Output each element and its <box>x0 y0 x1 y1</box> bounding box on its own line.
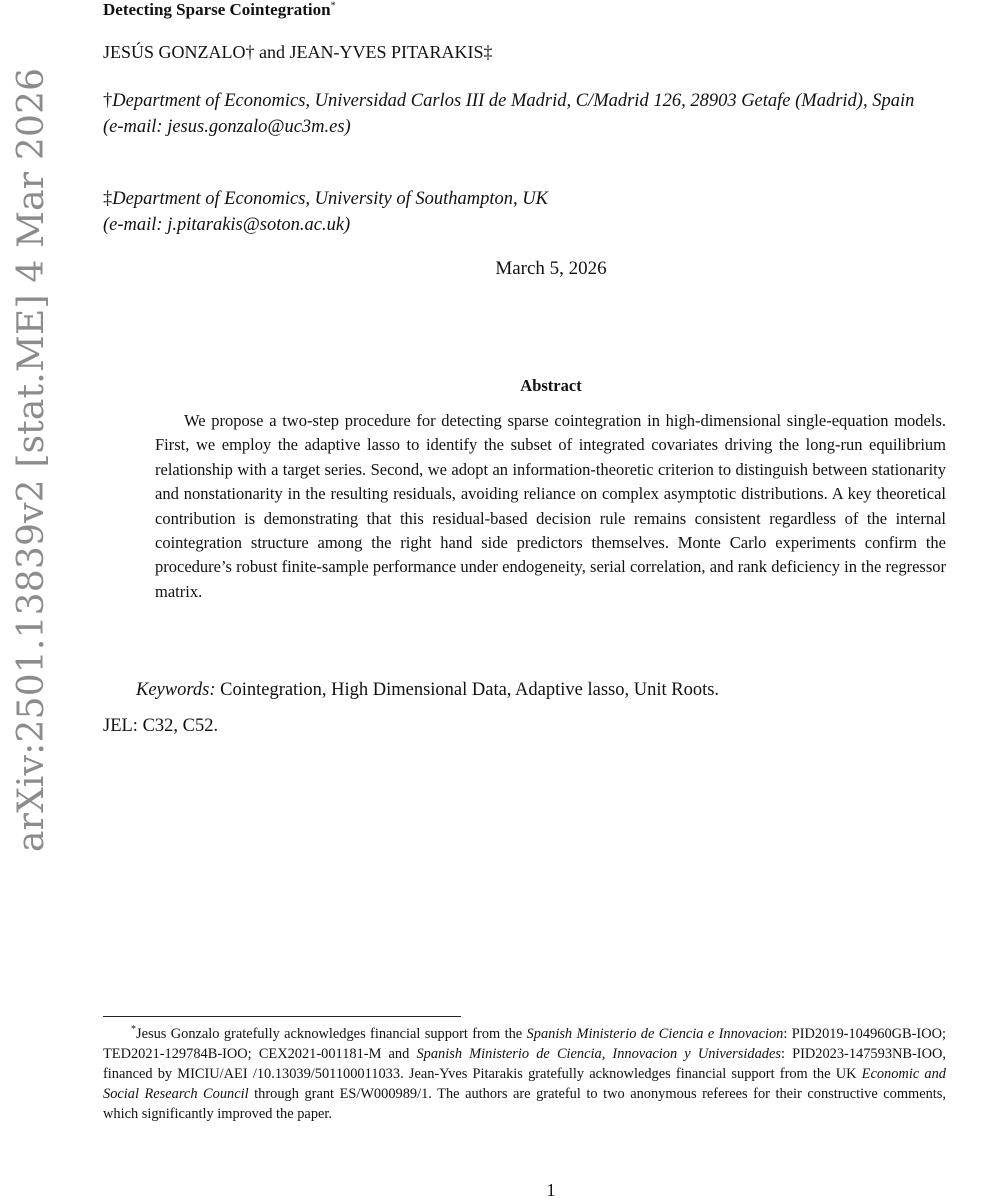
footnote-text-1: Jesus Gonzalo gratefully acknowledges financial support from the <box>136 1025 527 1042</box>
footnote-council: Economic and Social Research Council <box>103 1065 946 1102</box>
jel-codes: JEL: C32, C52. <box>103 716 219 736</box>
affiliation-2-mark: ‡ <box>103 189 113 209</box>
affiliation-1-department: Department of Economics, Universidad Carlos III de Madrid, C/Madrid 126, 28903 Getafe (Madrid), Spain <box>112 91 915 111</box>
keywords-line <box>136 680 719 701</box>
abstract-body: We propose a two-step procedure for detecting sparse cointegration in high-dimensional single-equation models. First, we employ the adaptive lasso to identify the subset of integrated covariates driving the long-run equilibrium relationship with a target series. Second, we adopt an information-theoretic criterion to distinguish between stationarity and nonstationarity in the resulting residuals, avoiding reliance on complex asymptotic distributions. A key theoretical contribution is demonstrating that this residual-based decision rule remains consistent regardless of the internal cointegration structure among the right hand side predictors themselves. Monte Carlo experiments confirm the procedure’s robust finite-sample performance under endogeneity, serial correlation, and rank deficiency in the regressor matrix. <box>155 411 946 601</box>
publication-date: March 5, 2026 <box>495 258 607 279</box>
footnote-divider <box>103 1016 461 1017</box>
affiliation-1-email: (e-mail: jesus.gonzalo@uc3m.es) <box>103 117 351 137</box>
author-list: JESÚS GONZALO† and JEAN-YVES PITARAKIS‡ <box>103 42 493 62</box>
affiliation-2-department: Department of Economics, University of Southampton, UK <box>112 189 548 209</box>
footnote-text-3: : PID2023-147593NB-IOO, financed by MICIU/AEI /10.13039/501100011033. Jean-Yves Pitarakis gratefully acknowledges financial support from the UK <box>103 1045 946 1082</box>
footnote-text-4: through grant ES/W000989/1. The authors are grateful to two anonymous referees for their constructive comments, which significantly improved the paper. <box>103 1085 946 1122</box>
affiliation-2 <box>103 186 963 238</box>
footnote-mark: * <box>131 1024 136 1035</box>
footnote-ministry-1: Spanish Ministerio de Ciencia e Innovacion <box>526 1025 784 1042</box>
title-footnote-mark: * <box>330 0 336 12</box>
footnote-ministry-2: Spanish Ministerio de Ciencia, Innovacion y Universidades <box>416 1045 781 1062</box>
footnote-text-2: : PID2019-104960GB-IOO; TED2021-129784B-IOO; CEX2021-001181-M and <box>103 1025 947 1062</box>
keywords-text: Cointegration, High Dimensional Data, Adaptive lasso, Unit Roots. <box>220 680 720 700</box>
affiliation-1-mark: † <box>103 91 113 111</box>
abstract-heading: Abstract <box>520 376 582 395</box>
paper-title <box>103 0 336 20</box>
keywords-label: Keywords: <box>136 680 216 700</box>
affiliation-1 <box>103 88 963 140</box>
page-number: 1 <box>546 1180 556 1200</box>
funding-footnote <box>103 1020 946 1124</box>
arxiv-identifier-stamp: arXiv:2501.13839v2 [stat.ME] 4 Mar 2026 <box>11 67 52 852</box>
paper-title-text: Detecting Sparse Cointegration <box>103 0 331 19</box>
affiliation-2-email: (e-mail: j.pitarakis@soton.ac.uk) <box>103 215 351 235</box>
